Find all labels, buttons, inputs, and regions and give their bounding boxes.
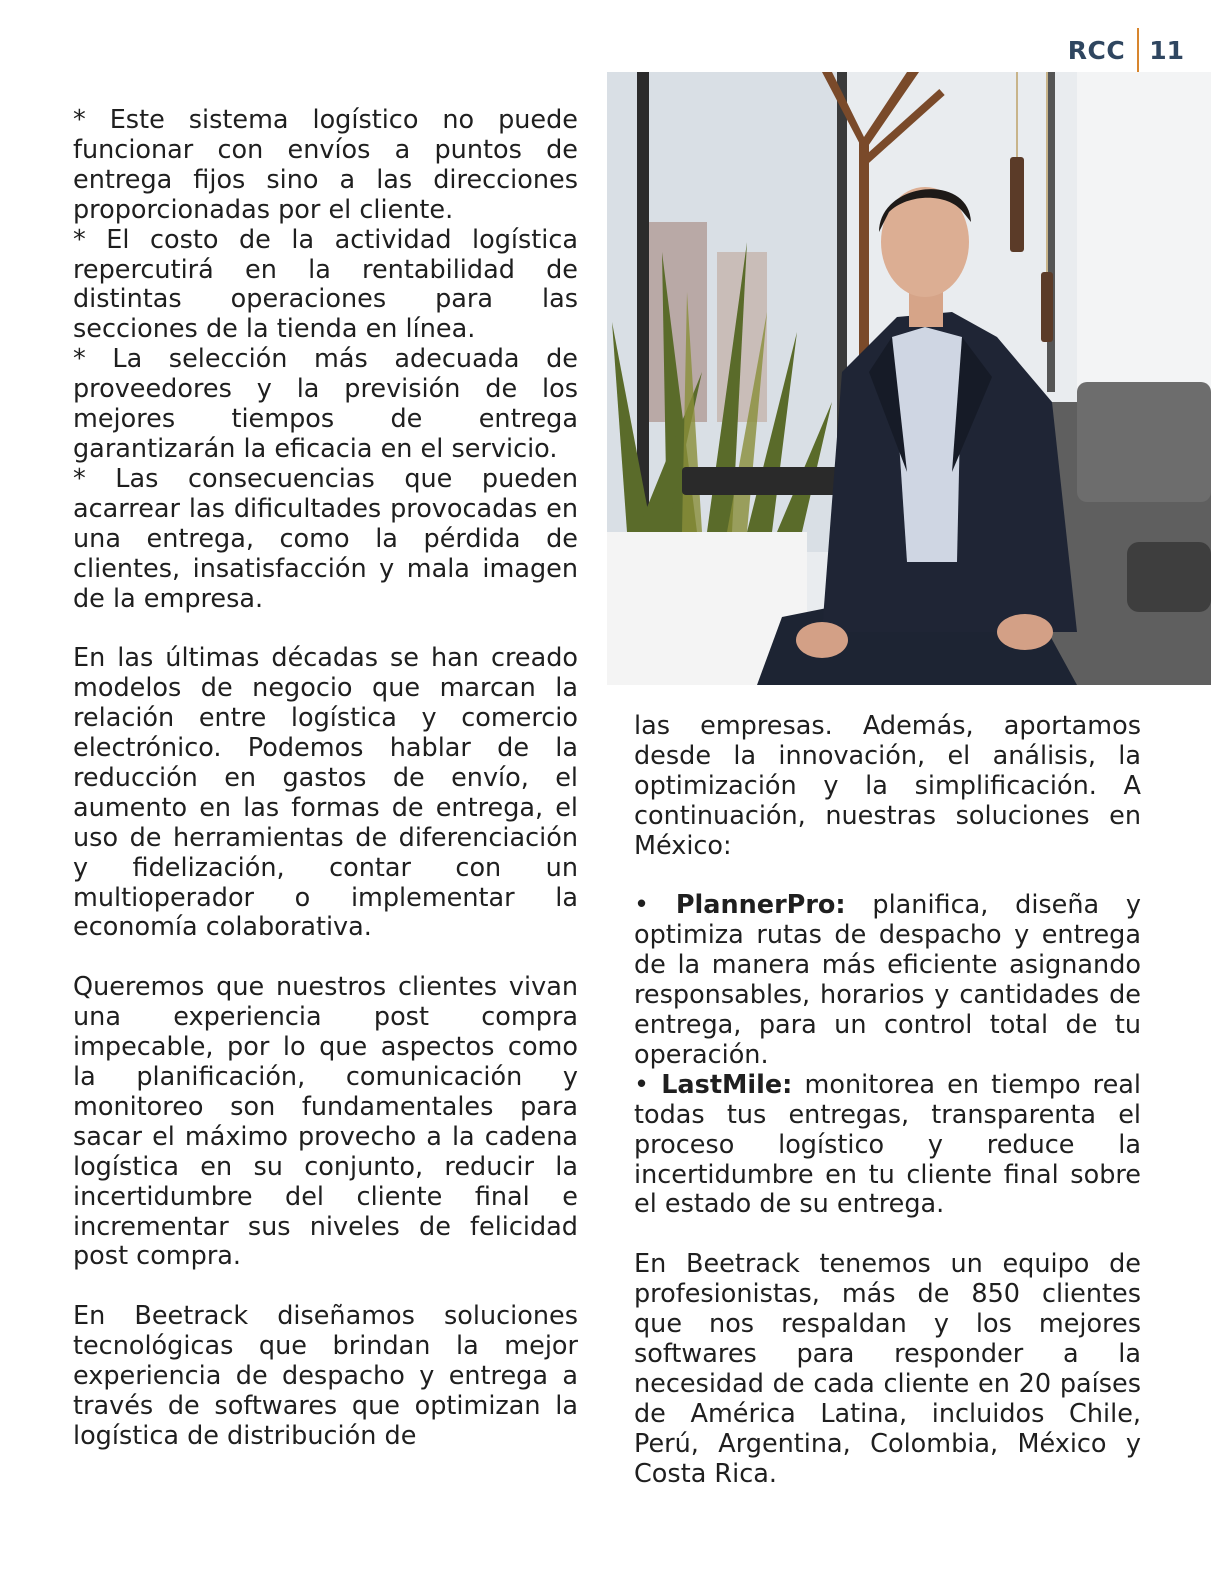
portrait-photo <box>607 72 1211 685</box>
bullet-paragraph: * El costo de la actividad logística repercutirá en la rentabilidad de distintas operaciones para las secciones de la tienda en línea. <box>73 224 578 345</box>
solution-name: PlannerPro: <box>675 890 846 921</box>
bullet-glyph: • <box>634 1069 650 1100</box>
magazine-brand: RCC <box>1067 35 1126 65</box>
bullet-paragraph: * La selección más adecuada de proveedores y la previsión de los mejores tiempos de entrega garantizarán la eficacia en el servicio. <box>73 344 578 464</box>
solution-text: planifica, diseña y optimiza rutas de despacho y entrega de la manera más eficiente asignando responsables, horarios y cantidades de entrega, para un control total de tu operación. <box>634 890 1142 1070</box>
solution-name: LastMile: <box>661 1069 793 1100</box>
header-divider <box>1137 28 1139 72</box>
body-paragraph: En Beetrack diseñamos soluciones tecnológicas que brindan la mejor experiencia de despacho y entrega a través de softwares que optimizan la logística de distribución de <box>73 1301 578 1451</box>
page-header <box>1068 28 1184 72</box>
bullet-glyph: • <box>634 890 650 921</box>
body-paragraph: las empresas. Además, aportamos desde la innovación, el análisis, la optimización y la simplificación. A continuación, nuestras soluciones en México: <box>634 711 1141 861</box>
solution-text: monitorea en tiempo real todas tus entregas, transparenta el proceso logístico y reduce la incertidumbre en tu cliente final sobre el estado de su entrega. <box>634 1069 1142 1220</box>
solution-item <box>634 891 1141 1070</box>
page-number: 11 <box>1149 35 1184 65</box>
body-paragraph: En Beetrack tenemos un equipo de profesionistas, más de 850 clientes que nos respaldan y los mejores softwares para responder a la necesidad de cada cliente en 20 países de América Latina, incluidos Chile, Perú, Argentina, Colombia, México y Costa Rica. <box>634 1249 1141 1489</box>
body-paragraph: En las últimas décadas se han creado modelos de negocio que marcan la relación entre logística y comercio electrónico. Podemos hablar de la reducción en gastos de envío, el aumento en las formas de entrega, el uso de herramientas de diferenciación y fidelización, contar con un multioperador o implementar la economía colaborativa. <box>73 643 578 943</box>
bullet-paragraph: * Este sistema logístico no puede funcionar con envíos a puntos de entrega fijos sino a las direcciones proporcionadas por el cliente. <box>73 105 578 225</box>
left-column <box>73 106 578 1452</box>
bullet-paragraph: * Las consecuencias que pueden acarrear las dificultades provocadas en una entrega, como la pérdida de clientes, insatisfacción y mala imagen de la empresa. <box>73 463 578 614</box>
right-column <box>634 712 1141 1490</box>
body-paragraph: Queremos que nuestros clientes vivan una experiencia post compra impecable, por lo que aspectos como la planificación, comunicación y monitoreo son fundamentales para sacar el máximo provecho a la cadena logística en su conjunto, reducir la incertidumbre del cliente final e incrementar sus niveles de felicidad post compra. <box>73 972 578 1272</box>
solution-item <box>634 1071 1141 1221</box>
